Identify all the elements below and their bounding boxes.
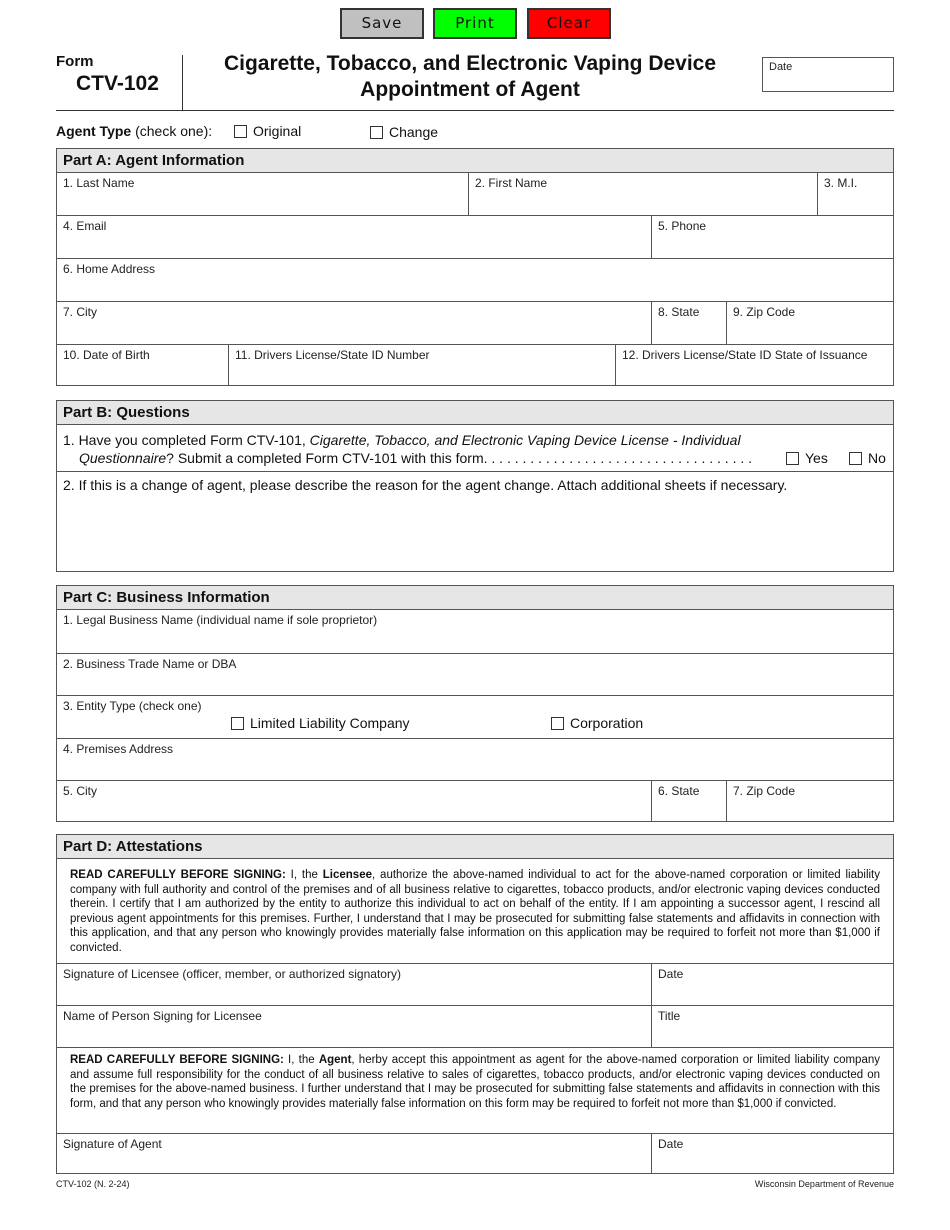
title-label: Title — [658, 1009, 681, 1023]
licensee-date-field[interactable] — [652, 964, 893, 1006]
agent-pre: I, the — [283, 1054, 319, 1066]
footer-department: Wisconsin Department of Revenue — [754, 1179, 894, 1189]
dl-state-field[interactable] — [616, 345, 893, 385]
licensee-signature-label: Signature of Licensee (officer, member, or authorized signatory) — [63, 967, 401, 981]
q1-post: ? Submit a completed Form CTV-101 with this form. — [166, 450, 488, 466]
zip-label: 9. Zip Code — [733, 305, 796, 319]
form-number: CTV-102 — [76, 72, 159, 95]
business-zip-label: 7. Zip Code — [733, 784, 796, 798]
dl-number-label: 11. Drivers License/State ID Number — [235, 348, 430, 362]
agent-type-change — [370, 124, 438, 140]
agent-type-original — [234, 123, 301, 139]
business-state-label: 6. State — [658, 784, 700, 798]
title-line-2: Appointment of Agent — [360, 78, 580, 101]
original-checkbox[interactable] — [234, 125, 247, 138]
save-button[interactable]: Save — [340, 8, 424, 39]
business-zip-field[interactable] — [727, 781, 893, 821]
premises-address-field[interactable] — [57, 739, 893, 781]
entity-type-label: 3. Entity Type (check one) — [63, 699, 202, 713]
mi-field[interactable] — [818, 173, 893, 216]
agent-bold: Agent — [318, 1054, 352, 1066]
print-button[interactable]: Print — [433, 8, 517, 39]
part-a-section — [56, 148, 894, 386]
state-field[interactable] — [652, 302, 727, 345]
city-field[interactable] — [57, 302, 652, 345]
state-label: 8. State — [658, 305, 700, 319]
licensee-statement — [57, 859, 893, 964]
no-checkbox[interactable] — [849, 452, 862, 465]
first-name-label: 2. First Name — [475, 176, 548, 190]
agent-signature-field[interactable] — [57, 1134, 652, 1173]
dl-number-field[interactable] — [229, 345, 616, 385]
licensee-date-label: Date — [658, 967, 684, 981]
name-signing-label: Name of Person Signing for Licensee — [63, 1009, 262, 1023]
read-carefully-2: READ CAREFULLY BEFORE SIGNING: — [70, 1054, 284, 1066]
agent-statement — [57, 1048, 893, 1134]
licensee-statement-text — [70, 868, 880, 956]
page-title — [190, 51, 750, 103]
clear-button[interactable]: Clear — [527, 8, 611, 39]
part-d-section — [56, 834, 894, 1174]
entity-type-field — [57, 696, 893, 739]
legal-name-field[interactable] — [57, 610, 893, 654]
q1-no — [849, 450, 886, 466]
part-d-title: Part D: Attestations — [57, 835, 893, 859]
corporation-checkbox[interactable] — [551, 717, 564, 730]
read-carefully-1: READ CAREFULLY BEFORE SIGNING: — [70, 869, 286, 881]
name-signing-field[interactable] — [57, 1006, 652, 1048]
agent-type-label-bold: Agent Type — [56, 123, 132, 139]
home-address-field[interactable] — [57, 259, 893, 302]
agent-type-label — [56, 123, 212, 139]
trade-name-field[interactable] — [57, 654, 893, 696]
header-date-field[interactable] — [762, 57, 894, 92]
agent-date-field[interactable] — [652, 1134, 893, 1173]
footer-form-id: CTV-102 (N. 2-24) — [56, 1179, 130, 1189]
original-label: Original — [253, 123, 302, 139]
phone-label: 5. Phone — [658, 219, 707, 233]
business-state-field[interactable] — [652, 781, 727, 821]
llc-checkbox[interactable] — [231, 717, 244, 730]
business-city-label: 5. City — [63, 784, 98, 798]
home-address-label: 6. Home Address — [63, 262, 156, 276]
last-name-label: 1. Last Name — [63, 176, 135, 190]
dob-field[interactable] — [57, 345, 229, 385]
question-1-text — [63, 431, 752, 467]
yes-checkbox[interactable] — [786, 452, 799, 465]
agent-statement-text — [70, 1053, 880, 1111]
form-word: Form — [56, 53, 94, 70]
agent-text: , herby accept this appointment as agent for the above-named corporation or limited liability company and assume full responsibility for the conduct of all business relative to sales of cigarettes, tobacco products, and/or electronic vaping devices conducted on the premises for the above-named business. I further understand that I may be prosecuted for submitting false statements and affidavits in connection with this form, and that any person who knowingly provides materially false information on this form may be required to forfeit not more than $1,000 if convicted. — [70, 1054, 880, 1110]
zip-field[interactable] — [727, 302, 893, 345]
last-name-field[interactable] — [57, 173, 469, 216]
business-city-field[interactable] — [57, 781, 652, 821]
premises-address-label: 4. Premises Address — [63, 742, 174, 756]
q1-dots: . . . . . . . . . . . . . . . . . . . . . . . . . . . . . . . . . . — [487, 450, 753, 466]
licensee-signature-field[interactable] — [57, 964, 652, 1006]
lic-bold: Licensee — [322, 869, 372, 881]
city-label: 7. City — [63, 305, 98, 319]
change-reason-field[interactable] — [57, 472, 893, 571]
corporation-label: Corporation — [570, 715, 644, 731]
yes-label: Yes — [805, 450, 828, 466]
entity-llc — [231, 715, 410, 731]
title-line-1: Cigarette, Tobacco, and Electronic Vaping Device — [223, 52, 717, 75]
q1-pre: 1. Have you completed Form CTV-101, — [63, 432, 310, 448]
question-1 — [57, 425, 893, 472]
q1-italic-2: Questionnaire — [79, 450, 167, 466]
phone-field[interactable] — [652, 216, 893, 259]
no-label: No — [868, 450, 886, 466]
header-rule — [56, 110, 894, 111]
trade-name-label: 2. Business Trade Name or DBA — [63, 657, 237, 671]
part-a-title: Part A: Agent Information — [57, 149, 893, 173]
part-c-title: Part C: Business Information — [57, 586, 893, 610]
agent-type-label-rest: (check one): — [131, 123, 213, 139]
agent-date-label: Date — [658, 1137, 684, 1151]
part-b-title: Part B: Questions — [57, 401, 893, 425]
q1-italic-1: Cigarette, Tobacco, and Electronic Vaping Device License - Individual — [309, 432, 741, 448]
header-date-label: Date — [769, 61, 793, 73]
change-checkbox[interactable] — [370, 126, 383, 139]
agent-signature-label: Signature of Agent — [63, 1137, 162, 1151]
dob-label: 10. Date of Birth — [63, 348, 150, 362]
first-name-field[interactable] — [469, 173, 818, 216]
llc-label: Limited Liability Company — [250, 715, 410, 731]
email-field[interactable] — [57, 216, 652, 259]
mi-label: 3. M.I. — [824, 176, 858, 190]
change-label: Change — [389, 124, 439, 140]
lic-text: , authorize the above-named individual to act for the above-named corporation or limited liability company with full authority and control of the premises and of all business relative to cigarettes, tobacco products, and/or electronic vaping devices conducted therein. I certify that I am authorized by the entity to authorize this individual to act on behalf of the entity. If I am appointing a successor agent, I rescind all previous agent appointments for this premises. Further, I understand that I may be prosecuted for submitting false statements and affidavits in connection with this application, and that any person who knowingly provides materially false information on this application may be required to forfeit not more than $1,000 if convicted. — [70, 869, 880, 954]
part-b-section — [56, 400, 894, 572]
header-divider — [182, 55, 183, 110]
q1-yes — [786, 450, 828, 466]
dl-state-label: 12. Drivers License/State ID State of Issuance — [622, 348, 868, 362]
lic-pre: I, the — [285, 869, 323, 881]
entity-corporation — [551, 715, 643, 731]
legal-name-label: 1. Legal Business Name (individual name if sole proprietor) — [63, 613, 378, 627]
question-2-text: 2. If this is a change of agent, please describe the reason for the agent change. Attach additional sheets if necessary. — [63, 477, 788, 493]
title-field[interactable] — [652, 1006, 893, 1048]
email-label: 4. Email — [63, 219, 107, 233]
part-c-section — [56, 585, 894, 822]
